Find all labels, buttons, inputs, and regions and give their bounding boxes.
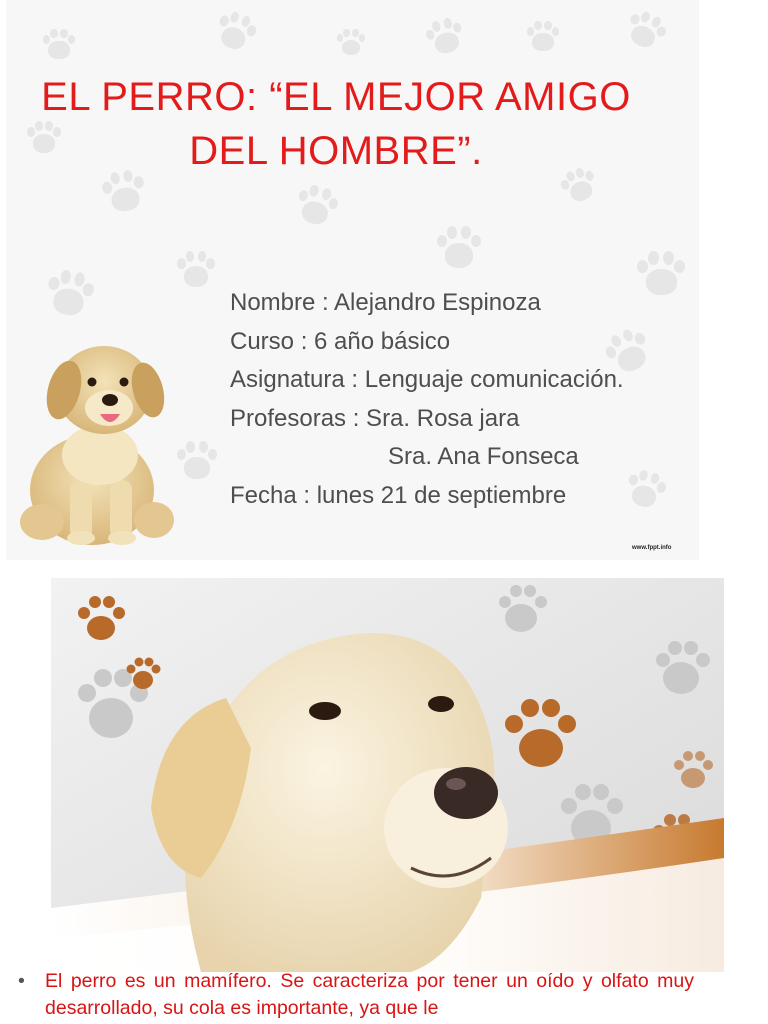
source-credit: www.fppt.info [632, 545, 672, 551]
golden-retriever-puppy-image [14, 330, 180, 550]
info-profesoras: Profesoras : Sra. Rosa jara [230, 404, 520, 432]
title-slide [6, 0, 699, 560]
paw-print-icon [636, 250, 686, 296]
paw-print-icon [176, 250, 216, 288]
paw-print-icon [292, 180, 343, 230]
title-line-1: EL PERRO: “EL MEJOR AMIGO [41, 75, 631, 119]
paw-print-icon [436, 225, 482, 269]
paw-print-icon [422, 14, 468, 59]
slide-title [6, 70, 666, 178]
bullet-symbol: • [18, 970, 25, 992]
bullet-text: El perro es un mamífero. Se caracteriza por tener un oído y olfato muy desarrollado, su cola es importante, ya que le [45, 970, 694, 1019]
paw-print-icon [622, 465, 670, 512]
paw-print-icon [211, 6, 262, 55]
labrador-dog-image [51, 578, 724, 972]
info-nombre: Nombre : Alejandro Espinoza [230, 289, 541, 316]
paw-print-icon [42, 28, 76, 60]
dog-photo-slide [51, 578, 724, 972]
bullet-paragraph [18, 968, 694, 1022]
info-curso: Curso : 6 año básico [230, 327, 451, 355]
title-line-2: DEL HOMBRE”. [189, 129, 483, 173]
info-profesora-2: Sra. Ana Fonseca [388, 443, 579, 470]
paw-print-icon [336, 28, 366, 56]
paw-print-icon [620, 5, 671, 55]
paw-print-icon [526, 20, 560, 52]
info-fecha: Fecha : lunes 21 de septiembre [230, 481, 567, 509]
paw-print-icon [176, 440, 218, 480]
info-asignatura: Asignatura : Lenguaje comunicación. [230, 366, 624, 393]
paw-print-icon [42, 266, 97, 320]
student-info [230, 284, 624, 515]
